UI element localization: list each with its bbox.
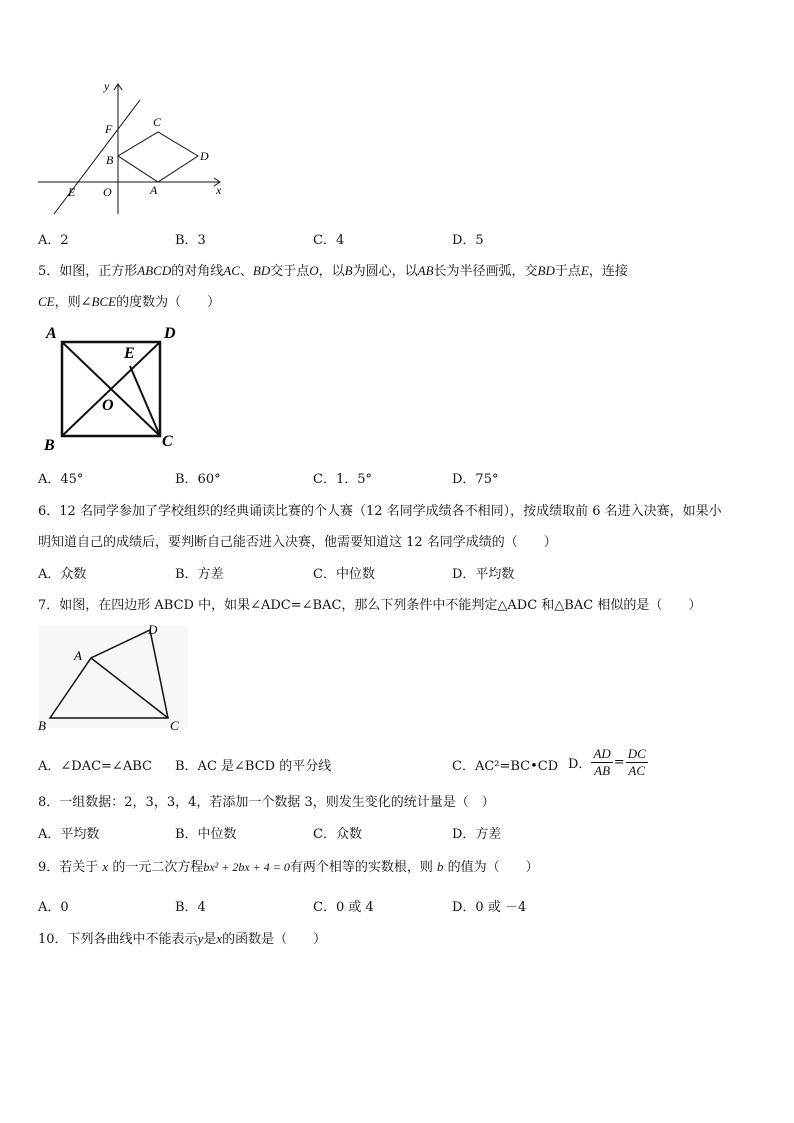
q5-text-line2: CE，则∠BCE的度数为（ ） [38, 294, 221, 310]
rhombus-bcda [118, 132, 198, 182]
q5-option-d[interactable]: D．75° [452, 472, 499, 487]
label-o: O [103, 185, 112, 199]
label-y: y [104, 79, 110, 93]
figure-background [38, 626, 188, 728]
q9-equation: bx² + 2bx + 4 = 0 [203, 860, 290, 874]
label-c: C [153, 115, 162, 129]
label-d: D [164, 325, 176, 342]
q4-option-c[interactable]: C．4 [313, 233, 345, 248]
q9-option-a[interactable]: A．0 [38, 900, 69, 915]
q7-option-d[interactable] [568, 742, 648, 782]
q7-option-a[interactable]: A．∠DAC=∠ABC [38, 759, 152, 774]
q4-coordinate-figure [30, 76, 230, 218]
label-e: E [124, 345, 135, 362]
q6-option-b[interactable]: B．方差 [175, 567, 224, 582]
fraction-denominator: AC [628, 762, 646, 778]
line-ef [54, 100, 140, 214]
q4-option-b[interactable]: B．3 [175, 233, 206, 248]
q5-option-b[interactable]: B．60° [175, 472, 221, 487]
q7-option-b[interactable]: B．AC 是∠BCD 的平分线 [175, 759, 332, 774]
label-a: A [46, 325, 57, 342]
q7-text-line1: 7．如图，在四边形 ABCD 中，如果∠ADC=∠BAC，那么下列条件中不能判定△ADC 和△BAC 相似的是（ ） [38, 598, 702, 613]
q9-option-d[interactable]: D．0 或 －4 [452, 900, 527, 915]
q9-option-c[interactable]: C．0 或 4 [313, 900, 374, 915]
fraction-dc-ac [626, 746, 648, 779]
q4-option-a[interactable]: A．2 [38, 233, 69, 248]
q5-square-figure [40, 318, 190, 458]
label-o: O [102, 397, 114, 414]
q7-option-d-label: D． [568, 756, 592, 772]
q8-option-b[interactable]: B．中位数 [175, 827, 237, 842]
q4-option-d[interactable]: D．5 [452, 233, 484, 248]
label-c: C [162, 433, 173, 450]
q5-text-line1: 5．如图，正方形ABCD的对角线AC、BD交于点O，以B为圆心，以AB长为半径画弧，交BD于点E，连接 [38, 263, 628, 279]
label-d: D [200, 149, 209, 163]
label-x: x [216, 183, 222, 197]
q5-option-c[interactable]: C．1．5° [313, 472, 372, 487]
q5-option-a[interactable]: A．45° [38, 472, 84, 487]
label-a: A [74, 648, 82, 663]
q7-option-c[interactable]: C．AC²=BC•CD [452, 759, 559, 774]
q8-text-line1: 8．一组数据：2，3，3，4，若添加一个数据 3，则发生变化的统计量是（ ） [38, 795, 495, 810]
fraction-ad-ab [591, 746, 612, 779]
label-a: A [150, 183, 158, 197]
label-c: C [170, 718, 179, 733]
q6-option-c[interactable]: C．中位数 [313, 567, 375, 582]
q6-text-line1: 6．12 名同学参加了学校组织的经典诵读比赛的个人赛（12 名同学成绩各不相同），按成绩取前 6 名进入决赛，如果小 [38, 504, 722, 519]
label-f: F [105, 122, 113, 136]
equals-sign: = [613, 754, 625, 770]
fraction-numerator: DC [627, 745, 646, 761]
fraction-denominator: AB [594, 762, 611, 778]
q6-text-line2: 明知道自己的成绩后，要判断自己能否进入决赛，他需要知道这 12 名同学成绩的（ ） [38, 535, 557, 550]
fraction-numerator: AD [593, 745, 611, 761]
segment-ce [130, 366, 160, 436]
q9-option-b[interactable]: B．4 [175, 900, 206, 915]
q6-option-a[interactable]: A．众数 [38, 567, 87, 582]
label-b: B [38, 718, 46, 733]
label-e: E [68, 185, 76, 199]
q9-text-line1: 9．若关于 x 的一元二次方程bx² + 2bx + 4 = 0有两个相等的实数根，则 b 的值为（ ） [38, 859, 539, 875]
q8-option-d[interactable]: D．方差 [452, 827, 502, 842]
q8-option-a[interactable]: A．平均数 [38, 827, 100, 842]
label-b: B [44, 437, 55, 454]
label-d: D [148, 622, 158, 637]
q8-option-c[interactable]: C．众数 [313, 827, 362, 842]
label-b: B [106, 153, 114, 167]
q6-option-d[interactable]: D．平均数 [452, 567, 515, 582]
q10-text-line1: 10．下列各曲线中不能表示y是x的函数是（ ） [38, 931, 327, 947]
q7-quadrilateral-figure [34, 622, 194, 734]
